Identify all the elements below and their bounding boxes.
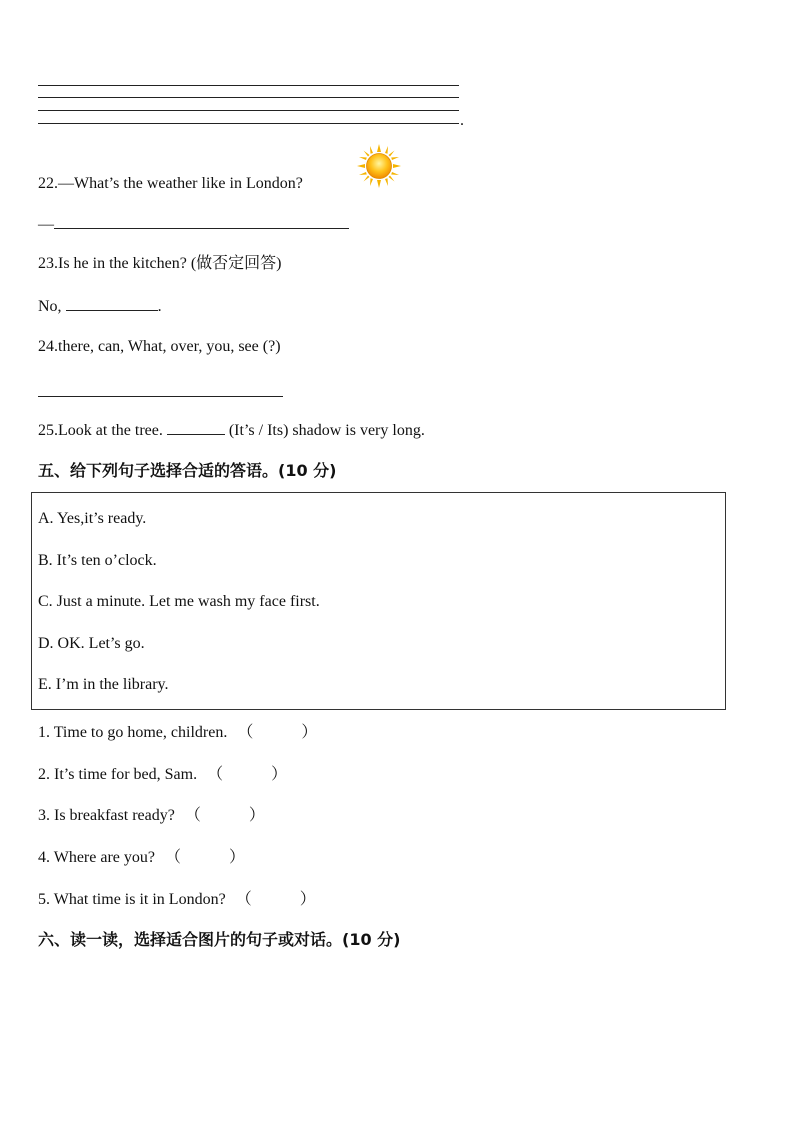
answer-line-1[interactable] xyxy=(38,85,459,86)
answer-suffix: . xyxy=(157,298,162,315)
match-question-1 xyxy=(38,723,317,743)
question-text: 4. Where are you? xyxy=(38,849,155,866)
question-text: there, can, What, over, you, see (?) xyxy=(58,338,281,355)
answer-23 xyxy=(38,296,162,317)
answer-paren-4[interactable]: （ ） xyxy=(164,849,245,866)
answer-line-3[interactable] xyxy=(38,110,459,111)
answer-blank-23[interactable] xyxy=(66,296,158,311)
match-question-2 xyxy=(38,765,287,785)
question-text: 3. Is breakfast ready? xyxy=(38,807,175,824)
question-23 xyxy=(38,254,282,274)
option-b: B. It’s ten o’clock. xyxy=(38,552,157,569)
match-question-3 xyxy=(38,806,265,826)
option-e: E. I’m in the library. xyxy=(38,676,169,693)
option-a: A. Yes,it’s ready. xyxy=(38,510,147,527)
question-number: 25. xyxy=(38,422,58,439)
answer-paren-3[interactable]: （ ） xyxy=(184,807,265,824)
question-25 xyxy=(38,420,425,441)
section-5-heading: 五、给下列句子选择合适的答语。(10 分) xyxy=(38,461,337,480)
question-number: 23. xyxy=(38,255,58,272)
section-6-heading: 六、读一读，选择适合图片的句子或对话。(10 分) xyxy=(38,930,401,949)
question-24 xyxy=(38,337,281,357)
answer-prefix: — xyxy=(38,216,54,233)
option-c: C. Just a minute. Let me wash my face first. xyxy=(38,593,320,610)
question-text: 1. Time to go home, children. xyxy=(38,724,228,741)
option-d: D. OK. Let’s go. xyxy=(38,635,145,652)
match-question-4 xyxy=(38,848,245,868)
question-text-before: Look at the tree. xyxy=(58,422,167,439)
question-text: 5. What time is it in London? xyxy=(38,891,226,908)
answer-blank-24[interactable] xyxy=(38,396,283,397)
answer-paren-5[interactable]: （ ） xyxy=(235,891,316,908)
question-text-after: (It’s / Its) shadow is very long. xyxy=(224,422,425,439)
question-number: 22. xyxy=(38,175,58,192)
answer-lines-period: . xyxy=(460,112,464,129)
question-number: 24. xyxy=(38,338,58,355)
question-text: —What’s the weather like in London? xyxy=(58,175,303,192)
sun-icon xyxy=(356,143,402,189)
answer-line-2[interactable] xyxy=(38,97,459,98)
question-text: Is he in the kitchen? (做否定回答) xyxy=(58,255,282,272)
answer-blank-22[interactable] xyxy=(54,214,349,229)
question-text: 2. It’s time for bed, Sam. xyxy=(38,766,198,783)
match-question-5 xyxy=(38,890,316,910)
answer-line-4[interactable] xyxy=(38,123,459,124)
answer-blank-25[interactable] xyxy=(167,420,225,435)
answer-paren-1[interactable]: （ ） xyxy=(237,724,318,741)
question-22 xyxy=(38,174,303,194)
answer-paren-2[interactable]: （ ） xyxy=(207,766,288,783)
answer-22 xyxy=(38,214,349,235)
answer-prefix: No, xyxy=(38,298,66,315)
